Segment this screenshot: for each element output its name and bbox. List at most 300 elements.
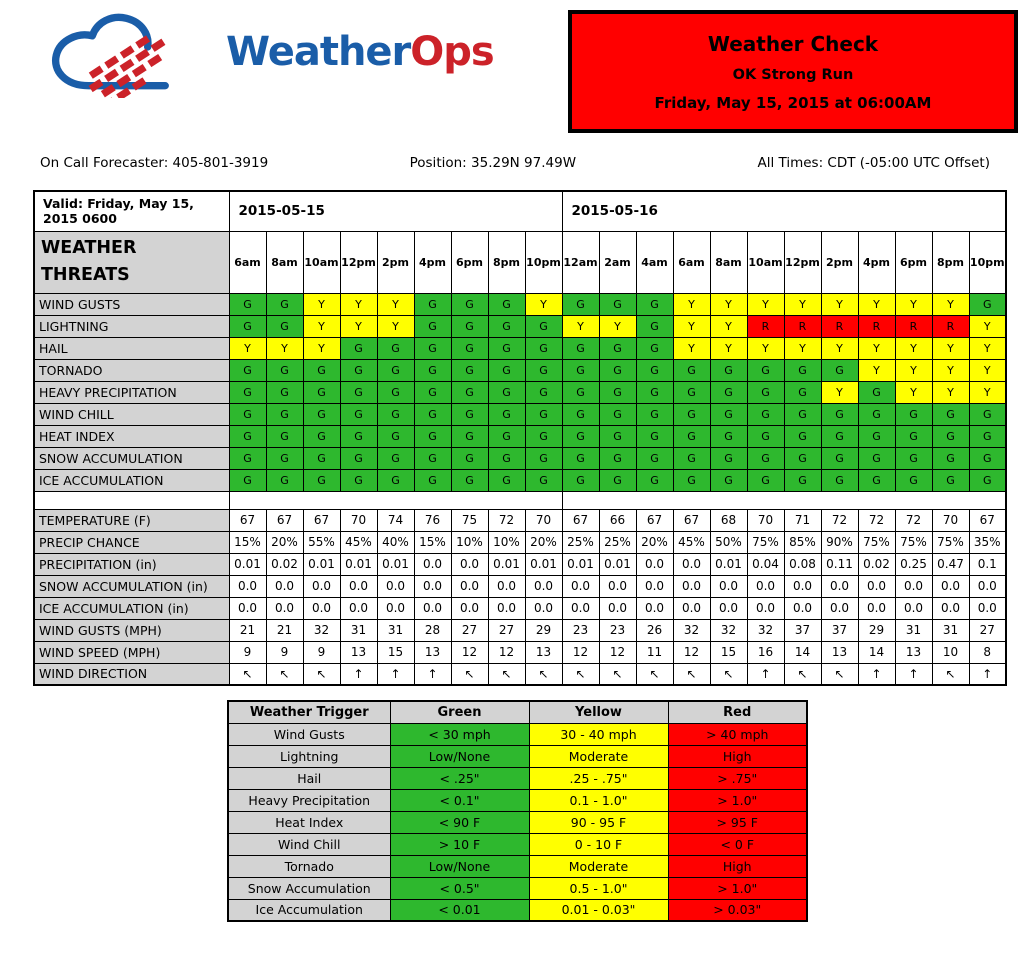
threat-cell: G — [229, 469, 266, 491]
data-cell: 0.01 — [488, 553, 525, 575]
date-header-2015-05-15: 2015-05-15 — [229, 191, 562, 231]
legend-row — [228, 789, 807, 811]
legend-yellow-threshold: .25 - .75" — [529, 767, 668, 789]
data-cell: 31 — [895, 619, 932, 641]
data-cell: 0.0 — [340, 597, 377, 619]
wind-direction-arrow: ↖ — [229, 663, 266, 685]
threat-cell: G — [451, 403, 488, 425]
threat-cell: Y — [858, 359, 895, 381]
legend-red-threshold: > 1.0" — [668, 877, 807, 899]
legend-trigger: Tornado — [228, 855, 390, 877]
legend-green-threshold: < 30 mph — [390, 723, 529, 745]
legend-green-threshold: < 0.5" — [390, 877, 529, 899]
threat-cell: G — [451, 425, 488, 447]
threat-cell: Y — [895, 381, 932, 403]
threat-cell: G — [747, 447, 784, 469]
threat-cell: Y — [932, 381, 969, 403]
threat-cell: G — [858, 447, 895, 469]
threat-cell: G — [562, 447, 599, 469]
data-cell: 0.0 — [488, 597, 525, 619]
threat-cell: G — [340, 381, 377, 403]
threat-cell: G — [414, 425, 451, 447]
threat-cell: G — [969, 403, 1006, 425]
wind-direction-arrow: ↑ — [895, 663, 932, 685]
data-row-label: ICE ACCUMULATION (in) — [34, 597, 229, 619]
data-cell: 67 — [229, 509, 266, 531]
time-header: 10am — [303, 231, 340, 293]
threat-cell: G — [673, 469, 710, 491]
threat-cell: G — [229, 293, 266, 315]
position-coordinates: Position: 35.29N 97.49W — [409, 155, 577, 171]
legend-red-threshold: > 95 F — [668, 811, 807, 833]
time-header: 10pm — [969, 231, 1006, 293]
threat-cell: G — [562, 293, 599, 315]
threat-cell: G — [303, 447, 340, 469]
wind-direction-arrow: ↖ — [303, 663, 340, 685]
data-cell: 0.0 — [858, 597, 895, 619]
threat-cell: G — [488, 337, 525, 359]
data-cell: 0.04 — [747, 553, 784, 575]
threat-row — [34, 337, 1006, 359]
data-cell: 31 — [932, 619, 969, 641]
data-cell: 0.0 — [747, 597, 784, 619]
threat-cell: G — [303, 469, 340, 491]
data-cell: 26 — [636, 619, 673, 641]
data-cell: 16 — [747, 641, 784, 663]
data-cell: 0.0 — [636, 575, 673, 597]
data-cell: 15% — [229, 531, 266, 553]
data-cell: 32 — [673, 619, 710, 641]
legend-red-threshold: High — [668, 855, 807, 877]
threat-cell: G — [266, 293, 303, 315]
data-cell: 0.0 — [932, 575, 969, 597]
threat-cell: G — [969, 469, 1006, 491]
threat-cell: G — [488, 315, 525, 337]
legend-yellow-threshold: 30 - 40 mph — [529, 723, 668, 745]
threat-cell: G — [377, 425, 414, 447]
threat-cell: G — [673, 403, 710, 425]
threat-cell: G — [451, 381, 488, 403]
legend-row — [228, 745, 807, 767]
data-cell: 0.0 — [414, 553, 451, 575]
threat-cell: G — [340, 337, 377, 359]
data-cell: 0.0 — [821, 575, 858, 597]
legend-green-threshold: < .25" — [390, 767, 529, 789]
threat-cell: G — [599, 469, 636, 491]
legend-header: Weather Trigger — [228, 701, 390, 723]
data-row — [34, 553, 1006, 575]
threat-cell: G — [821, 469, 858, 491]
data-cell: 71 — [784, 509, 821, 531]
data-cell: 67 — [969, 509, 1006, 531]
threat-cell: G — [562, 337, 599, 359]
wind-direction-arrow: ↖ — [266, 663, 303, 685]
data-cell: 9 — [266, 641, 303, 663]
data-cell: 12 — [673, 641, 710, 663]
data-cell: 67 — [562, 509, 599, 531]
threat-cell: R — [821, 315, 858, 337]
threat-cell: G — [599, 359, 636, 381]
data-cell: 0.0 — [414, 597, 451, 619]
data-cell: 15 — [710, 641, 747, 663]
time-header: 8pm — [932, 231, 969, 293]
valid-label: Valid: Friday, May 15, 2015 0600 — [34, 191, 229, 231]
data-cell: 0.01 — [377, 553, 414, 575]
alert-title: Weather Check — [707, 31, 879, 56]
data-cell: 45% — [673, 531, 710, 553]
data-cell: 32 — [303, 619, 340, 641]
data-cell: 13 — [821, 641, 858, 663]
threat-cell: G — [747, 381, 784, 403]
data-cell: 0.01 — [562, 553, 599, 575]
data-cell: 9 — [303, 641, 340, 663]
threat-cell: Y — [784, 293, 821, 315]
data-cell: 12 — [562, 641, 599, 663]
data-cell: 0.0 — [895, 575, 932, 597]
threat-cell: G — [414, 337, 451, 359]
threat-cell: Y — [895, 293, 932, 315]
threat-row-label: HEAVY PRECIPITATION — [34, 381, 229, 403]
wind-direction-arrow: ↑ — [340, 663, 377, 685]
data-cell: 37 — [784, 619, 821, 641]
data-cell: 75% — [895, 531, 932, 553]
legend-green-threshold: Low/None — [390, 855, 529, 877]
threat-cell: G — [488, 293, 525, 315]
alert-subtitle: OK Strong Run — [732, 66, 854, 83]
data-cell: 28 — [414, 619, 451, 641]
threat-cell: Y — [895, 359, 932, 381]
legend-trigger: Wind Chill — [228, 833, 390, 855]
wind-direction-arrow: ↖ — [821, 663, 858, 685]
data-cell: 37 — [821, 619, 858, 641]
data-cell: 32 — [747, 619, 784, 641]
threat-cell: G — [266, 381, 303, 403]
time-header: 4pm — [858, 231, 895, 293]
data-cell: 25% — [599, 531, 636, 553]
alert-datetime: Friday, May 15, 2015 at 06:00AM — [654, 93, 932, 112]
threat-cell: G — [673, 381, 710, 403]
legend-yellow-threshold: 0.5 - 1.0" — [529, 877, 668, 899]
data-cell: 0.0 — [414, 575, 451, 597]
legend-yellow-threshold: Moderate — [529, 855, 668, 877]
time-header: 12am — [562, 231, 599, 293]
threat-cell: G — [895, 403, 932, 425]
legend-row — [228, 811, 807, 833]
data-cell: 55% — [303, 531, 340, 553]
data-cell: 0.0 — [266, 575, 303, 597]
threat-cell: G — [673, 425, 710, 447]
threat-cell: G — [599, 337, 636, 359]
data-row — [34, 597, 1006, 619]
time-header: 12pm — [340, 231, 377, 293]
threat-row-label: ICE ACCUMULATION — [34, 469, 229, 491]
threat-cell: G — [229, 447, 266, 469]
data-cell: 0.01 — [303, 553, 340, 575]
legend-yellow-threshold: 90 - 95 F — [529, 811, 668, 833]
time-header: 4am — [636, 231, 673, 293]
data-cell: 13 — [525, 641, 562, 663]
threat-cell: G — [525, 425, 562, 447]
data-cell: 0.0 — [599, 575, 636, 597]
timezone-note: All Times: CDT (-05:00 UTC Offset) — [757, 155, 990, 171]
data-cell: 0.01 — [525, 553, 562, 575]
legend-yellow-threshold: 0.01 - 0.03" — [529, 899, 668, 921]
threat-cell: G — [414, 293, 451, 315]
threat-cell: G — [451, 469, 488, 491]
legend-green-threshold: < 0.01 — [390, 899, 529, 921]
threat-cell: G — [303, 403, 340, 425]
legend-header-row — [228, 701, 807, 723]
threat-cell: G — [599, 403, 636, 425]
threat-cell: G — [525, 403, 562, 425]
threat-row — [34, 381, 1006, 403]
legend-green-threshold: > 10 F — [390, 833, 529, 855]
threat-cell: Y — [747, 337, 784, 359]
threat-cell: Y — [229, 337, 266, 359]
threat-cell: G — [488, 359, 525, 381]
data-cell: 0.0 — [710, 597, 747, 619]
data-cell: 0.0 — [636, 553, 673, 575]
time-header: 8am — [710, 231, 747, 293]
time-header: 12pm — [784, 231, 821, 293]
threat-cell: Y — [266, 337, 303, 359]
threat-cell: G — [895, 469, 932, 491]
data-cell: 35% — [969, 531, 1006, 553]
data-cell: 72 — [895, 509, 932, 531]
threat-cell: G — [969, 425, 1006, 447]
threat-row-label: SNOW ACCUMULATION — [34, 447, 229, 469]
threat-row-label: HAIL — [34, 337, 229, 359]
threat-cell: Y — [710, 337, 747, 359]
threat-cell: G — [858, 469, 895, 491]
threat-cell: G — [932, 403, 969, 425]
weather-check-alert-box — [568, 10, 1018, 133]
data-cell: 23 — [562, 619, 599, 641]
threat-row — [34, 359, 1006, 381]
data-cell: 11 — [636, 641, 673, 663]
data-cell: 40% — [377, 531, 414, 553]
data-row — [34, 663, 1006, 685]
data-cell: 27 — [451, 619, 488, 641]
time-header: 10am — [747, 231, 784, 293]
threat-cell: G — [488, 469, 525, 491]
threat-cell: G — [636, 293, 673, 315]
data-row — [34, 575, 1006, 597]
threat-cell: G — [710, 381, 747, 403]
threat-cell: G — [784, 403, 821, 425]
data-cell: 10% — [451, 531, 488, 553]
threat-cell: G — [377, 381, 414, 403]
threat-cell: G — [451, 337, 488, 359]
legend-yellow-threshold: 0.1 - 1.0" — [529, 789, 668, 811]
threat-cell: G — [340, 403, 377, 425]
legend-green-threshold: Low/None — [390, 745, 529, 767]
data-cell: 70 — [525, 509, 562, 531]
legend-red-threshold: > 40 mph — [668, 723, 807, 745]
spacer-row — [34, 491, 1006, 509]
wind-direction-arrow: ↖ — [525, 663, 562, 685]
threat-cell: Y — [562, 315, 599, 337]
threat-cell: Y — [932, 337, 969, 359]
threat-cell: G — [229, 425, 266, 447]
threat-cell: Y — [821, 337, 858, 359]
threat-cell: R — [895, 315, 932, 337]
threat-cell: G — [969, 447, 1006, 469]
threat-cell: G — [895, 425, 932, 447]
threat-cell: G — [340, 425, 377, 447]
threat-cell: Y — [784, 337, 821, 359]
threat-cell: Y — [340, 293, 377, 315]
threat-row-label: HEAT INDEX — [34, 425, 229, 447]
data-cell: 0.0 — [932, 597, 969, 619]
threat-cell: G — [747, 425, 784, 447]
data-cell: 0.02 — [858, 553, 895, 575]
data-cell: 0.0 — [969, 575, 1006, 597]
threat-cell: G — [303, 381, 340, 403]
threat-cell: Y — [303, 337, 340, 359]
time-header: 8pm — [488, 231, 525, 293]
threat-cell: G — [377, 447, 414, 469]
wind-direction-arrow: ↖ — [599, 663, 636, 685]
threat-cell: G — [414, 403, 451, 425]
legend-red-threshold: > 1.0" — [668, 789, 807, 811]
wind-direction-arrow: ↖ — [673, 663, 710, 685]
data-cell: 20% — [636, 531, 673, 553]
data-cell: 31 — [340, 619, 377, 641]
data-cell: 0.0 — [599, 597, 636, 619]
threat-cell: G — [414, 359, 451, 381]
time-header: 2pm — [821, 231, 858, 293]
time-header: 6pm — [895, 231, 932, 293]
wind-direction-arrow: ↖ — [932, 663, 969, 685]
data-cell: 70 — [932, 509, 969, 531]
data-cell: 21 — [266, 619, 303, 641]
threat-cell: G — [747, 359, 784, 381]
data-cell: 0.0 — [377, 597, 414, 619]
data-cell: 0.0 — [821, 597, 858, 619]
legend-header: Yellow — [529, 701, 668, 723]
data-cell: 0.0 — [525, 597, 562, 619]
data-cell: 0.0 — [673, 575, 710, 597]
threat-cell: Y — [673, 337, 710, 359]
legend-trigger: Heavy Precipitation — [228, 789, 390, 811]
data-cell: 75% — [932, 531, 969, 553]
threat-cell: G — [266, 315, 303, 337]
threat-cell: G — [525, 381, 562, 403]
data-cell: 0.0 — [229, 575, 266, 597]
legend-red-threshold: > 0.03" — [668, 899, 807, 921]
threat-cell: G — [599, 381, 636, 403]
data-cell: 31 — [377, 619, 414, 641]
data-cell: 0.0 — [340, 575, 377, 597]
threat-cell: G — [451, 315, 488, 337]
data-cell: 0.0 — [266, 597, 303, 619]
data-row-label: TEMPERATURE (F) — [34, 509, 229, 531]
legend-trigger: Ice Accumulation — [228, 899, 390, 921]
data-cell: 13 — [340, 641, 377, 663]
threat-cell: G — [932, 425, 969, 447]
data-cell: 0.01 — [229, 553, 266, 575]
time-header: 10pm — [525, 231, 562, 293]
threat-cell: Y — [969, 337, 1006, 359]
threat-cell: Y — [340, 315, 377, 337]
data-cell: 74 — [377, 509, 414, 531]
data-cell: 21 — [229, 619, 266, 641]
threat-cell: Y — [895, 337, 932, 359]
threat-cell: G — [710, 425, 747, 447]
data-cell: 68 — [710, 509, 747, 531]
data-cell: 70 — [747, 509, 784, 531]
threat-cell: Y — [821, 293, 858, 315]
data-cell: 66 — [599, 509, 636, 531]
threat-cell: G — [266, 447, 303, 469]
data-cell: 0.0 — [451, 597, 488, 619]
threat-cell: Y — [303, 293, 340, 315]
threat-cell: Y — [673, 315, 710, 337]
data-cell: 9 — [229, 641, 266, 663]
data-row-label: SNOW ACCUMULATION (in) — [34, 575, 229, 597]
legend-green-threshold: < 0.1" — [390, 789, 529, 811]
threat-cell: G — [451, 293, 488, 315]
legend-row — [228, 723, 807, 745]
time-header: 6am — [673, 231, 710, 293]
threat-row-label: TORNADO — [34, 359, 229, 381]
spacer-cell — [229, 491, 562, 509]
wind-direction-arrow: ↑ — [414, 663, 451, 685]
legend-row — [228, 833, 807, 855]
threat-row — [34, 315, 1006, 337]
data-cell: 0.0 — [229, 597, 266, 619]
threat-cell: G — [636, 469, 673, 491]
threat-cell: G — [784, 359, 821, 381]
threat-cell: G — [599, 447, 636, 469]
threat-cell: G — [525, 315, 562, 337]
legend-trigger: Wind Gusts — [228, 723, 390, 745]
threat-cell: R — [747, 315, 784, 337]
threat-row — [34, 469, 1006, 491]
threat-cell: G — [488, 403, 525, 425]
threat-cell: G — [340, 359, 377, 381]
threat-cell: G — [229, 403, 266, 425]
data-cell: 75% — [747, 531, 784, 553]
data-cell: 0.0 — [562, 575, 599, 597]
threat-cell: G — [636, 337, 673, 359]
threat-cell: G — [784, 469, 821, 491]
threat-cell: G — [303, 425, 340, 447]
data-cell: 85% — [784, 531, 821, 553]
data-cell: 0.25 — [895, 553, 932, 575]
legend-trigger: Hail — [228, 767, 390, 789]
threat-cell: G — [488, 381, 525, 403]
threat-cell: G — [636, 359, 673, 381]
legend-header: Red — [668, 701, 807, 723]
threat-cell: R — [932, 315, 969, 337]
data-row-label: WIND SPEED (MPH) — [34, 641, 229, 663]
data-cell: 20% — [266, 531, 303, 553]
wind-direction-arrow: ↖ — [488, 663, 525, 685]
data-cell: 67 — [303, 509, 340, 531]
data-cell: 75% — [858, 531, 895, 553]
data-cell: 0.11 — [821, 553, 858, 575]
threat-cell: G — [525, 337, 562, 359]
threat-cell: G — [858, 403, 895, 425]
data-cell: 72 — [488, 509, 525, 531]
threat-cell: Y — [525, 293, 562, 315]
threat-cell: G — [377, 359, 414, 381]
data-cell: 0.47 — [932, 553, 969, 575]
threat-row — [34, 293, 1006, 315]
threat-cell: Y — [969, 359, 1006, 381]
